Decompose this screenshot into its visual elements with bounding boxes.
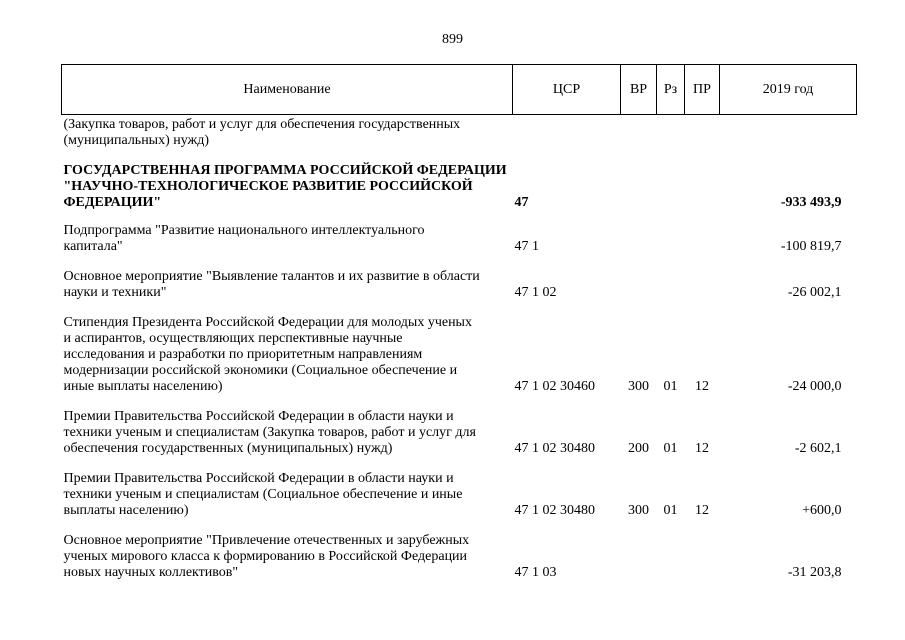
row-value: -26 002,1 [787,285,842,300]
row-name-line: выплаты населению) [63,503,189,518]
row-value: -933 493,9 [780,195,842,210]
header-row [62,65,857,115]
page-number: 899 [442,32,463,47]
table-row [62,211,857,255]
row-pr [685,149,720,211]
header-pr: ПР [685,65,720,115]
row-csr: 47 1 03 [514,565,557,580]
row-value: -24 000,0 [787,379,842,394]
row-vr [621,115,657,150]
row-name [62,149,513,211]
table-row [62,457,857,519]
budget-table [61,64,857,581]
row-pr [685,115,720,150]
row-name-line: Основное мероприятие "Выявление талантов и их развитие в области [63,269,480,284]
header-rz: Рз [657,65,685,115]
row-name-line: новых научных коллективов" [63,565,239,580]
table-row [62,115,857,150]
row-vr: 200 [628,441,649,456]
row-name-line: иные выплаты населению) [63,379,223,394]
row-pr [685,255,720,301]
table-row [62,149,857,211]
row-name-line: модернизации российской экономики (Социальное обеспечение и [63,363,458,378]
row-csr: 47 1 [514,239,539,254]
row-name-line: Премии Правительства Российской Федерации в области науки и [63,471,454,486]
row-name-line: Основное мероприятие "Привлечение отечественных и зарубежных [63,533,470,548]
row-rz: 01 [663,379,678,394]
table-row [62,301,857,395]
row-name-line: ГОСУДАРСТВЕННАЯ ПРОГРАММА РОССИЙСКОЙ ФЕДЕРАЦИИ [63,163,507,178]
row-name [62,301,513,395]
row-value: -100 819,7 [780,239,842,254]
row-value: +600,0 [802,503,842,518]
row-name [62,519,513,581]
row-vr [621,211,657,255]
header-vr: ВР [621,65,657,115]
row-name-line: капитала" [63,239,123,254]
row-name-line: (Закупка товаров, работ и услуг для обеспечения государственных [63,117,461,132]
row-value: -31 203,8 [787,565,842,580]
row-rz: 01 [663,503,678,518]
row-name-line: Подпрограмма "Развитие национального интеллектуального [63,223,425,238]
row-name-line: и аспирантов, осуществляющих перспективные научные [63,331,403,346]
row-pr [685,519,720,581]
row-vr [621,255,657,301]
table-row [62,519,857,581]
header-year: 2019 год [720,65,857,115]
row-pr [685,211,720,255]
row-rz [657,149,685,211]
row-name-line: ученых мирового класса к формированию в Российской Федерации [63,549,468,564]
row-value [720,115,857,150]
row-name [62,211,513,255]
row-csr: 47 1 02 [514,285,557,300]
row-rz: 01 [663,441,678,456]
row-name-line: ФЕДЕРАЦИИ" [63,195,162,210]
row-pr: 12 [695,379,709,394]
row-name [62,115,513,150]
row-vr [621,149,657,211]
row-name [62,457,513,519]
table-row [62,255,857,301]
row-name-line: Премии Правительства Российской Федерации в области науки и [63,409,454,424]
row-rz [657,519,685,581]
row-name-line: техники ученым и специалистам (Социальное обеспечение и иные [63,487,463,502]
row-csr: 47 1 02 30460 [514,379,595,394]
row-name [62,395,513,457]
row-name-line: "НАУЧНО-ТЕХНОЛОГИЧЕСКОЕ РАЗВИТИЕ РОССИЙСКОЙ [63,179,473,194]
row-rz [657,255,685,301]
row-name-line: науки и техники" [63,285,167,300]
row-csr: 47 1 02 30480 [514,441,595,456]
table-header [62,65,857,115]
row-vr [621,519,657,581]
row-vr: 300 [628,503,649,518]
header-name: Наименование [62,65,513,115]
row-value: -2 602,1 [794,441,842,456]
header-csr: ЦСР [513,65,621,115]
row-rz [657,211,685,255]
row-name-line: (муниципальных) нужд) [63,133,210,148]
row-name [62,255,513,301]
row-csr: 47 1 02 30480 [514,503,595,518]
table-row [62,395,857,457]
row-rz [657,115,685,150]
row-name-line: техники ученым и специалистам (Закупка товаров, работ и услуг для [63,425,476,440]
row-name-line: обеспечения государственных (муниципальных) нужд) [63,441,393,456]
row-csr [513,115,621,150]
row-pr: 12 [695,441,709,456]
row-vr: 300 [628,379,649,394]
row-name-line: исследования и разработки по приоритетным направлениям [63,347,423,362]
row-name-line: Стипендия Президента Российской Федерации для молодых ученых [63,315,472,330]
row-csr: 47 [514,195,529,210]
table-body [62,115,857,582]
row-pr: 12 [695,503,709,518]
